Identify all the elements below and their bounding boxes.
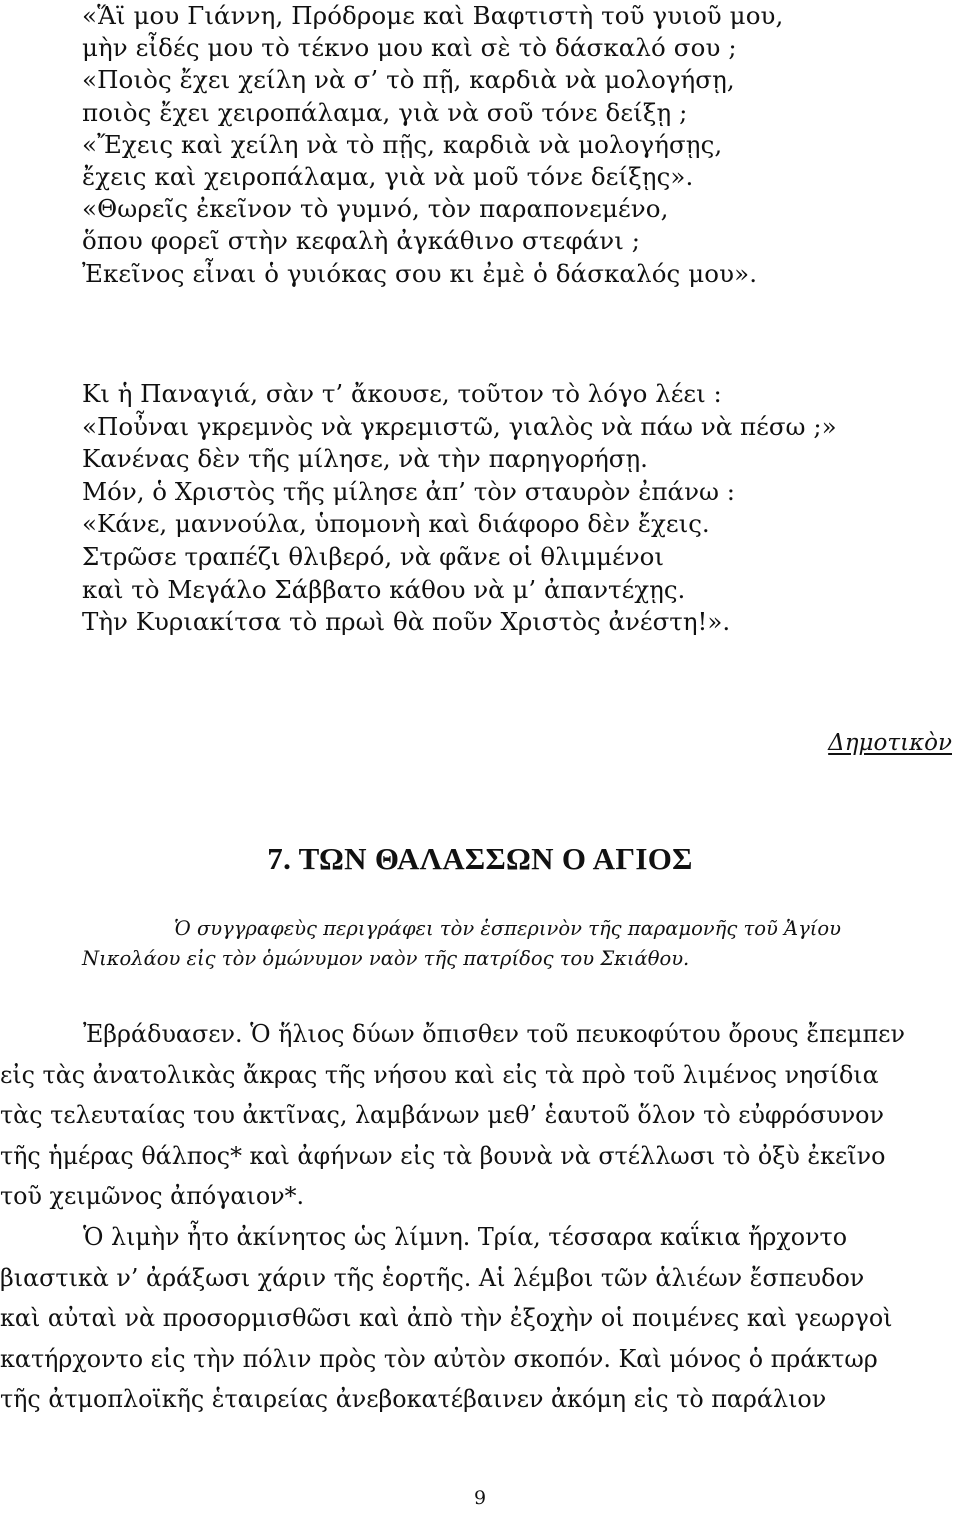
prose-line: τῆς ἡμέρας θάλπος* καὶ ἀφήνων εἰς τὰ βουνὰ νὰ στέλλωσι τὸ ὀξὺ ἐκεῖνο (0, 1141, 886, 1170)
poem-line: Κι ἡ Παναγιά, σὰν τ’ ἄκουσε, τοῦτον τὸ λόγο λέει : (82, 379, 722, 408)
poem-line: «Ποιὸς ἔχει χείλη νὰ σ’ τὸ πῇ, καρδιὰ νὰ μολογήσῃ, (82, 65, 735, 95)
summary-line: Νικολάου εἰς τὸν ὁμώνυμον ναὸν τῆς πατρίδος του Σκιάθου. (82, 947, 690, 970)
poem-line: Κανένας δὲν τῆς μίλησε, νὰ τὴν παρηγορήσῃ. (82, 444, 648, 474)
poem-line: μὴν εἶδές μου τὸ τέκνο μου καὶ σὲ τὸ δάσκαλό σου ; (82, 33, 737, 63)
chapter-title: 7. ΤΩΝ ΘΑΛΑΣΣΩΝ Ο ΑΓΙΟΣ (267, 841, 693, 876)
chapter-summary (82, 914, 955, 974)
poem-line: ὅπου φορεῖ στὴν κεφαλὴ ἀγκάθινο στεφάνι ; (82, 226, 641, 256)
poem-line: Στρῶσε τραπέζι θλιβερό, νὰ φᾶνε οἱ θλιμμένοι (82, 541, 665, 571)
poem-line: «Ἔχεις καὶ χείλη νὰ τὸ πῇς, καρδιὰ νὰ μολογήσῃς, (82, 129, 723, 159)
poem-line: Ἐκεῖνος εἶναι ὁ γυιόκας σου κι ἐμὲ ὁ δάσκαλός μου». (82, 258, 758, 288)
summary-line: Ὁ συγγραφεὺς περιγράφει τὸν ἑσπερινὸν τῆς παραμονῆς τοῦ Ἁγίου (174, 917, 842, 940)
poem-attribution: Δημοτικὸν (828, 730, 952, 756)
prose-line: κατήρχοντο εἰς τὴν πόλιν πρὸς τὸν αὐτὸν σκοπόν. Καὶ μόνος ὁ πράκτωρ (0, 1344, 878, 1373)
prose-line: τοῦ χειμῶνος ἀπόγαιον*. (0, 1182, 305, 1211)
poem-stanza-2 (82, 378, 952, 639)
prose-body (0, 1014, 960, 1420)
prose-line: καὶ αὐταὶ νὰ προσορμισθῶσι καὶ ἀπὸ τὴν ἐξοχὴν οἱ ποιμένες καὶ γεωργοὶ (0, 1304, 893, 1333)
prose-line: Ὁ λιμὴν ἦτο ἀκίνητος ὡς λίμνη. Τρία, τέσσαρα καΐκια ἤρχοντο (83, 1222, 848, 1251)
prose-line: βιαστικὰ ν’ ἀράξωσι χάριν τῆς ἑορτῆς. Αἱ λέμβοι τῶν ἁλιέων ἔσπευδον (0, 1263, 865, 1292)
prose-line: Ἐβράδυασεν. Ὁ ἥλιος δύων ὄπισθεν τοῦ πευκοφύτου ὄρους ἔπεμπεν (83, 1020, 905, 1048)
poem-line: «Ποὖναι γκρεμνὸς νὰ γκρεμιστῶ, γιαλὸς νὰ πάω νὰ πέσω ;» (82, 411, 837, 441)
poem-line: Μόν, ὁ Χριστὸς τῆς μίλησε ἀπ’ τὸν σταυρὸν ἐπάνω : (82, 476, 735, 506)
poem-line: ποιὸς ἔχει χειροπάλαμα, γιὰ νὰ σοῦ τόνε δείξῃ ; (82, 97, 688, 127)
prose-line: εἰς τὰς ἀνατολικὰς ἄκρας τῆς νήσου καὶ εἰς τὰ πρὸ τοῦ λιμένος νησίδια (0, 1060, 879, 1089)
page-number: 9 (473, 1487, 487, 1509)
poem-line: Τὴν Κυριακίτσα τὸ πρωὶ θὰ ποῦν Χριστὸς ἀνέστη!». (82, 607, 731, 637)
poem-line: «Κάνε, μαννούλα, ὑπομονὴ καὶ διάφορο δὲν ἔχεις. (82, 509, 710, 539)
poem-line: «Θωρεῖς ἐκεῖνον τὸ γυμνό, τὸν παραπονεμένο, (82, 194, 669, 224)
prose-line: τῆς ἀτμοπλοϊκῆς ἑταιρείας ἀνεβοκατέβαινεν ἀκόμη εἰς τὸ παράλιον (0, 1385, 827, 1414)
prose-line: τὰς τελευταίας του ἀκτῖνας, λαμβάνων μεθ’ ἑαυτοῦ ὅλον τὸ εὐφρόσυνον (0, 1101, 884, 1130)
poem-line: «Ἅϊ μου Γιάννη, Πρόδρομε καὶ Βαφτιστὴ τοῦ γυιοῦ μου, (82, 1, 784, 30)
poem-line: καὶ τὸ Μεγάλο Σάββατο κάθου νὰ μ’ ἀπαντέχῃς. (82, 574, 686, 604)
poem-stanza-1 (82, 0, 952, 290)
poem-line: ἔχεις καὶ χειροπάλαμα, γιὰ νὰ μοῦ τόνε δείξῃς». (82, 161, 694, 191)
